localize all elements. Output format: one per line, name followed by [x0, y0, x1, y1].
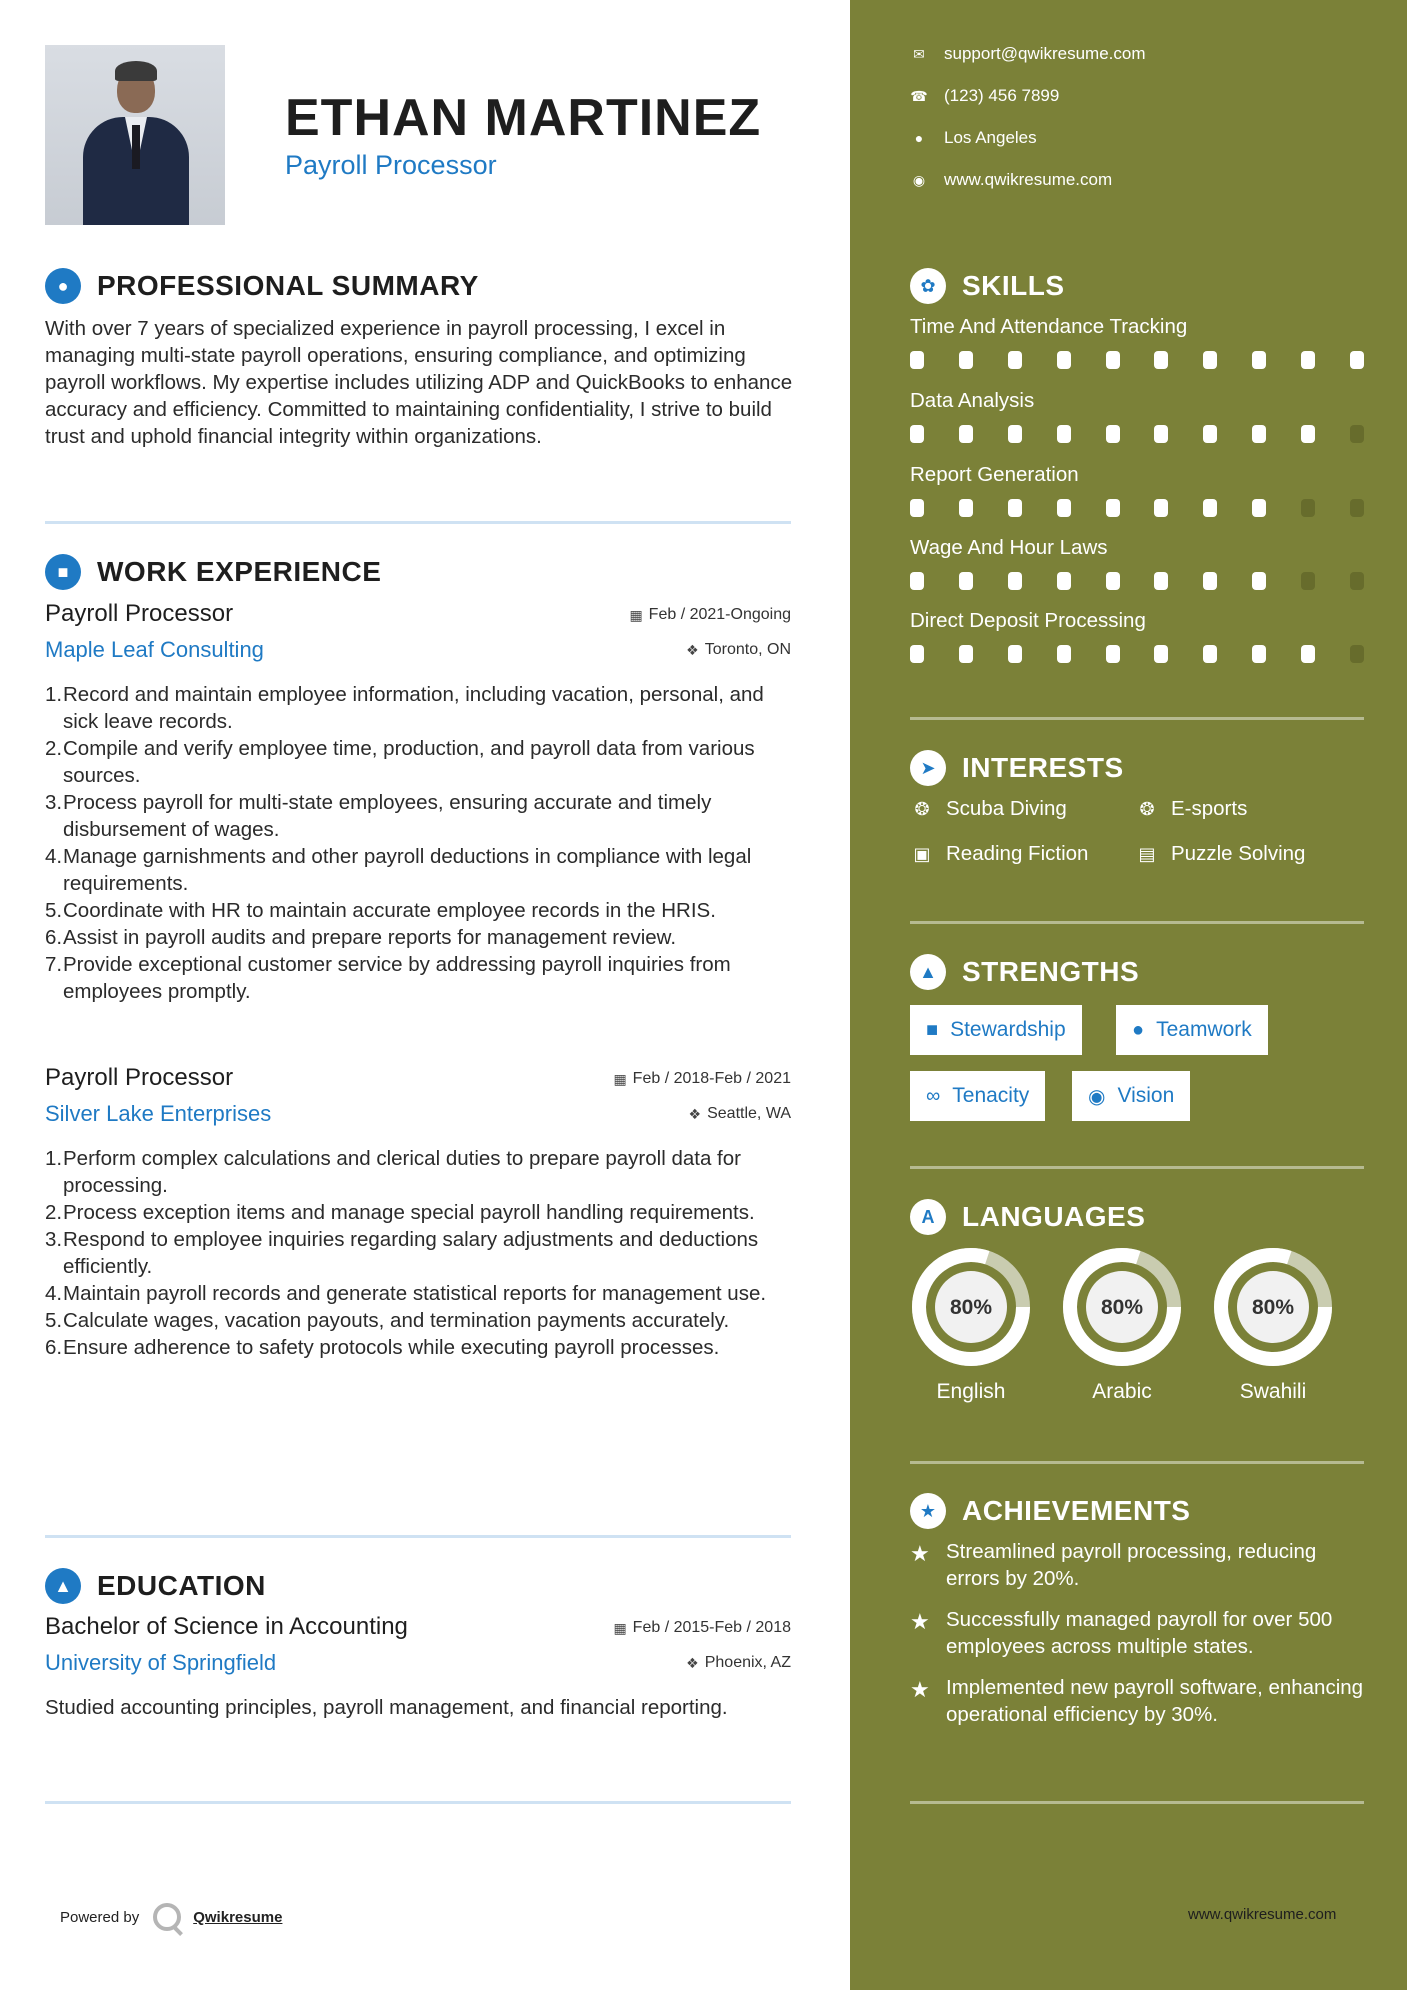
language-name: Arabic — [1092, 1380, 1152, 1403]
envelope-icon: ✉ — [913, 45, 925, 62]
skill-level-dot — [1350, 499, 1364, 517]
divider — [910, 1166, 1364, 1169]
skill-name: Report Generation — [910, 463, 1079, 486]
languages-heading — [910, 1199, 1145, 1235]
contact-location: ● Los Angeles — [910, 128, 1037, 148]
skill-level-dot — [1008, 425, 1022, 443]
list-item: 3. Process payroll for multi-state employees, ensuring accurate and timely disbursement of wages. — [45, 791, 712, 841]
skill-level-scale — [910, 499, 1364, 517]
interest-item: ▣ Reading Fiction — [910, 842, 1088, 866]
skill-level-scale — [910, 425, 1364, 443]
language-item — [1061, 1246, 1183, 1404]
language-item — [910, 1246, 1032, 1404]
job-title: Payroll Processor — [45, 1064, 234, 1091]
calendar-icon: ▦ — [613, 1070, 627, 1087]
degree: Bachelor of Science in Accounting — [45, 1613, 408, 1640]
skill-level-dot — [959, 351, 973, 369]
skill-level-scale — [910, 351, 1364, 369]
achievements-heading — [910, 1493, 1190, 1529]
skill-level-dot — [1106, 572, 1120, 590]
skill-level-dot — [1106, 499, 1120, 517]
map-pin-icon: ● — [914, 130, 924, 146]
language-progress-ring — [1212, 1246, 1334, 1368]
phone-icon: ☎ — [910, 87, 928, 104]
star-icon: ★ — [910, 1493, 946, 1529]
strengths-heading — [910, 954, 1139, 990]
strength-chip: ◉ Vision — [1072, 1071, 1190, 1121]
list-item: 4. Maintain payroll records and generate statistical reports for management use. — [45, 1282, 767, 1305]
pin-icon: ❖ — [686, 641, 699, 658]
skill-level-dot — [1154, 645, 1168, 663]
list-item: 6. Ensure adherence to safety protocols while executing payroll processes. — [45, 1336, 720, 1359]
skill-level-dot — [910, 425, 924, 443]
skill-level-dot — [1203, 499, 1217, 517]
skill-level-dot — [910, 645, 924, 663]
skill-level-dot — [910, 499, 924, 517]
job-location: ❖ Seattle, WA — [688, 1105, 791, 1122]
strength-chip: ■ Stewardship — [910, 1005, 1082, 1055]
pin-icon: ❖ — [686, 1654, 699, 1671]
skill-level-dot — [1106, 645, 1120, 663]
binoculars-icon: ◉ — [1088, 1085, 1106, 1108]
job-duties — [45, 1145, 791, 1361]
divider — [910, 1801, 1364, 1804]
strength-chip: ∞ Tenacity — [910, 1071, 1045, 1121]
education-location: ❖ Phoenix, AZ — [686, 1654, 791, 1671]
book-icon: ▤ — [1138, 843, 1156, 864]
skill-name: Time And Attendance Tracking — [910, 315, 1188, 338]
skill-level-dot — [1106, 351, 1120, 369]
languages-title: LANGUAGES — [962, 1201, 1146, 1232]
education-title: EDUCATION — [97, 1570, 266, 1601]
divider — [910, 921, 1364, 924]
skill-item — [910, 315, 1364, 369]
skill-level-dot — [1350, 351, 1364, 369]
summary-title: PROFESSIONAL SUMMARY — [97, 270, 479, 301]
skill-level-dot — [1301, 572, 1315, 590]
list-item: 5. Coordinate with HR to maintain accurate employee records in the HRIS. — [45, 899, 716, 922]
interest-item: ▤ Puzzle Solving — [1135, 842, 1305, 866]
candidate-name: ETHAN MARTINEZ — [285, 89, 762, 147]
education-heading — [45, 1568, 266, 1604]
pin-icon: ❖ — [688, 1105, 702, 1122]
star-icon: ★ — [910, 1609, 930, 1634]
graduation-icon: ▲ — [45, 1568, 81, 1604]
lifebuoy-icon: ❂ — [1139, 798, 1155, 819]
skill-level-dot — [1350, 572, 1364, 590]
brand-link[interactable]: Qwikresume — [193, 1908, 283, 1926]
star-icon: ★ — [910, 1677, 930, 1702]
divider — [910, 1461, 1364, 1464]
skill-level-dot — [1008, 351, 1022, 369]
skill-level-dot — [959, 572, 973, 590]
list-item: 2. Process exception items and manage special payroll handling requirements. — [45, 1201, 755, 1224]
skill-item — [910, 463, 1364, 517]
skill-level-dot — [1057, 425, 1071, 443]
list-item: 3. Respond to employee inquiries regarding salary adjustments and deductions efficiently. — [45, 1228, 759, 1278]
skill-item — [910, 609, 1364, 663]
skills-title: SKILLS — [962, 270, 1065, 301]
strength-chip: ● Teamwork — [1116, 1005, 1268, 1055]
skill-level-dot — [1301, 351, 1315, 369]
interests-heading — [910, 750, 1124, 786]
language-item — [1212, 1246, 1334, 1404]
skill-level-dot — [1057, 499, 1071, 517]
briefcase-icon: ■ — [45, 554, 81, 590]
job-entry — [45, 1064, 791, 1361]
skill-level-dot — [910, 572, 924, 590]
achievements-title: ACHIEVEMENTS — [962, 1495, 1191, 1526]
profile-photo — [45, 45, 225, 225]
skill-level-dot — [1008, 645, 1022, 663]
skill-level-dot — [1057, 351, 1071, 369]
skill-level-dot — [1106, 425, 1120, 443]
skill-level-dot — [1203, 645, 1217, 663]
paper-plane-icon: ➤ — [910, 750, 946, 786]
lightbulb-icon: ✿ — [910, 268, 946, 304]
skill-level-dot — [1008, 572, 1022, 590]
skill-level-dot — [959, 425, 973, 443]
language-name: Swahili — [1239, 1380, 1307, 1403]
star-icon: ★ — [910, 1541, 930, 1566]
experience-title: WORK EXPERIENCE — [97, 556, 382, 587]
divider — [45, 521, 791, 524]
interest-item: ❂ Scuba Diving — [910, 797, 1067, 821]
skill-level-dot — [1252, 351, 1266, 369]
skill-item — [910, 389, 1364, 443]
calendar-icon: ▦ — [613, 1619, 627, 1636]
skill-level-dot — [1154, 425, 1168, 443]
language-percent: 80% — [949, 1296, 993, 1319]
list-item: 6. Assist in payroll audits and prepare reports for management review. — [45, 926, 677, 949]
job-date: ▦ Feb / 2021-Ongoing — [629, 606, 791, 623]
language-progress-ring — [910, 1246, 1032, 1368]
achievement-item: ★ Successfully managed payroll for over 500 employees across multiple states. — [910, 1608, 1333, 1658]
skill-level-dot — [959, 499, 973, 517]
language-percent: 80% — [1251, 1296, 1295, 1319]
fist-icon: ▲ — [910, 954, 946, 990]
skill-level-dot — [959, 645, 973, 663]
powered-by — [60, 1903, 282, 1931]
skill-level-dot — [1203, 351, 1217, 369]
list-item: 2. Compile and verify employee time, production, and payroll data from various sources. — [45, 737, 755, 787]
skill-level-dot — [1057, 572, 1071, 590]
job-date: ▦ Feb / 2018-Feb / 2021 — [613, 1070, 791, 1087]
lifebuoy-icon: ❂ — [914, 798, 930, 819]
skill-level-dot — [1154, 499, 1168, 517]
strengths-title: STRENGTHS — [962, 956, 1140, 987]
users-icon: ● — [1132, 1018, 1145, 1041]
skill-level-dot — [1252, 645, 1266, 663]
interests-title: INTERESTS — [962, 752, 1124, 783]
calendar-icon: ▦ — [629, 606, 643, 623]
qwikresume-logo-icon — [153, 1903, 181, 1931]
divider — [45, 1535, 791, 1538]
list-item: 5. Calculate wages, vacation payouts, and termination payments accurately. — [45, 1309, 730, 1332]
skill-level-scale — [910, 572, 1364, 590]
skill-level-dot — [1350, 645, 1364, 663]
gamepad-icon: ▣ — [913, 843, 931, 864]
skill-level-dot — [1252, 572, 1266, 590]
skill-level-dot — [1350, 425, 1364, 443]
skill-level-dot — [1057, 645, 1071, 663]
skill-level-dot — [1154, 351, 1168, 369]
skill-level-dot — [1008, 499, 1022, 517]
divider — [910, 717, 1364, 720]
powered-by-label: Powered by — [60, 1908, 140, 1926]
skill-name: Direct Deposit Processing — [910, 609, 1146, 632]
skill-name: Data Analysis — [910, 389, 1035, 412]
contact-phone: ☎ (123) 456 7899 — [910, 86, 1060, 105]
skill-level-dot — [1203, 425, 1217, 443]
summary-text: With over 7 years of specialized experience in payroll processing, I excel in managing multi-state payroll operations, ensuring compliance, and optimizing payroll workflows. My expertise includes utilizing ADP and QuickBooks to enhance accuracy and efficiency. Committed to maintaining confidentiality, I strive to build trust and uphold financial integrity within organizations. — [45, 317, 793, 448]
user-icon: ● — [45, 268, 81, 304]
skill-level-dot — [1301, 645, 1315, 663]
interest-item: ❂ E-sports — [1135, 797, 1247, 821]
skill-level-dot — [1203, 572, 1217, 590]
language-name: English — [936, 1380, 1006, 1403]
language-percent: 80% — [1100, 1296, 1144, 1319]
skills-heading — [910, 268, 1065, 304]
summary-heading — [45, 268, 479, 304]
school: University of Springfield — [45, 1650, 277, 1675]
link-icon: ∞ — [926, 1084, 941, 1107]
contact-website[interactable]: ◉ www.qwikresume.com — [910, 170, 1112, 190]
list-item: 1. Record and maintain employee information, including vacation, personal, and sick leave records. — [45, 683, 764, 733]
job-company: Silver Lake Enterprises — [45, 1101, 272, 1126]
skill-level-dot — [1252, 425, 1266, 443]
language-progress-ring — [1061, 1246, 1183, 1368]
skill-level-scale — [910, 645, 1364, 663]
briefcase-icon: ■ — [926, 1018, 939, 1041]
achievement-item: ★ Implemented new payroll software, enhancing operational efficiency by 30%. — [910, 1676, 1364, 1726]
job-entry — [45, 600, 791, 1005]
job-title: Payroll Processor — [45, 600, 234, 627]
skill-level-dot — [1154, 572, 1168, 590]
list-item: 1. Perform complex calculations and clerical duties to prepare payroll data for processing. — [45, 1147, 741, 1197]
skill-level-dot — [1301, 425, 1315, 443]
achievement-item: ★ Streamlined payroll processing, reducing errors by 20%. — [910, 1540, 1317, 1590]
skill-level-dot — [910, 351, 924, 369]
education-date: ▦ Feb / 2015-Feb / 2018 — [613, 1619, 791, 1636]
job-company: Maple Leaf Consulting — [45, 637, 264, 662]
skill-item — [910, 536, 1364, 590]
divider — [45, 1801, 791, 1804]
education-description: Studied accounting principles, payroll management, and financial reporting. — [45, 1696, 728, 1719]
skill-level-dot — [1252, 499, 1266, 517]
footer-website[interactable]: www.qwikresume.com — [1188, 1906, 1337, 1923]
sidebar — [850, 0, 1407, 1990]
job-duties — [45, 681, 791, 1005]
skill-level-dot — [1301, 499, 1315, 517]
translate-icon: A — [910, 1199, 946, 1235]
skill-name: Wage And Hour Laws — [910, 536, 1108, 559]
contact-email[interactable]: ✉ support@qwikresume.com — [910, 44, 1146, 64]
globe-icon: ◉ — [912, 171, 926, 188]
experience-heading — [45, 554, 381, 590]
education-entry — [45, 1613, 791, 1721]
list-item: 4. Manage garnishments and other payroll deductions in compliance with legal requirements. — [45, 845, 752, 895]
list-item: 7. Provide exceptional customer service by addressing payroll inquiries from employees promptly. — [45, 953, 731, 1003]
job-location: ❖ Toronto, ON — [686, 641, 791, 658]
candidate-title: Payroll Processor — [285, 150, 497, 180]
